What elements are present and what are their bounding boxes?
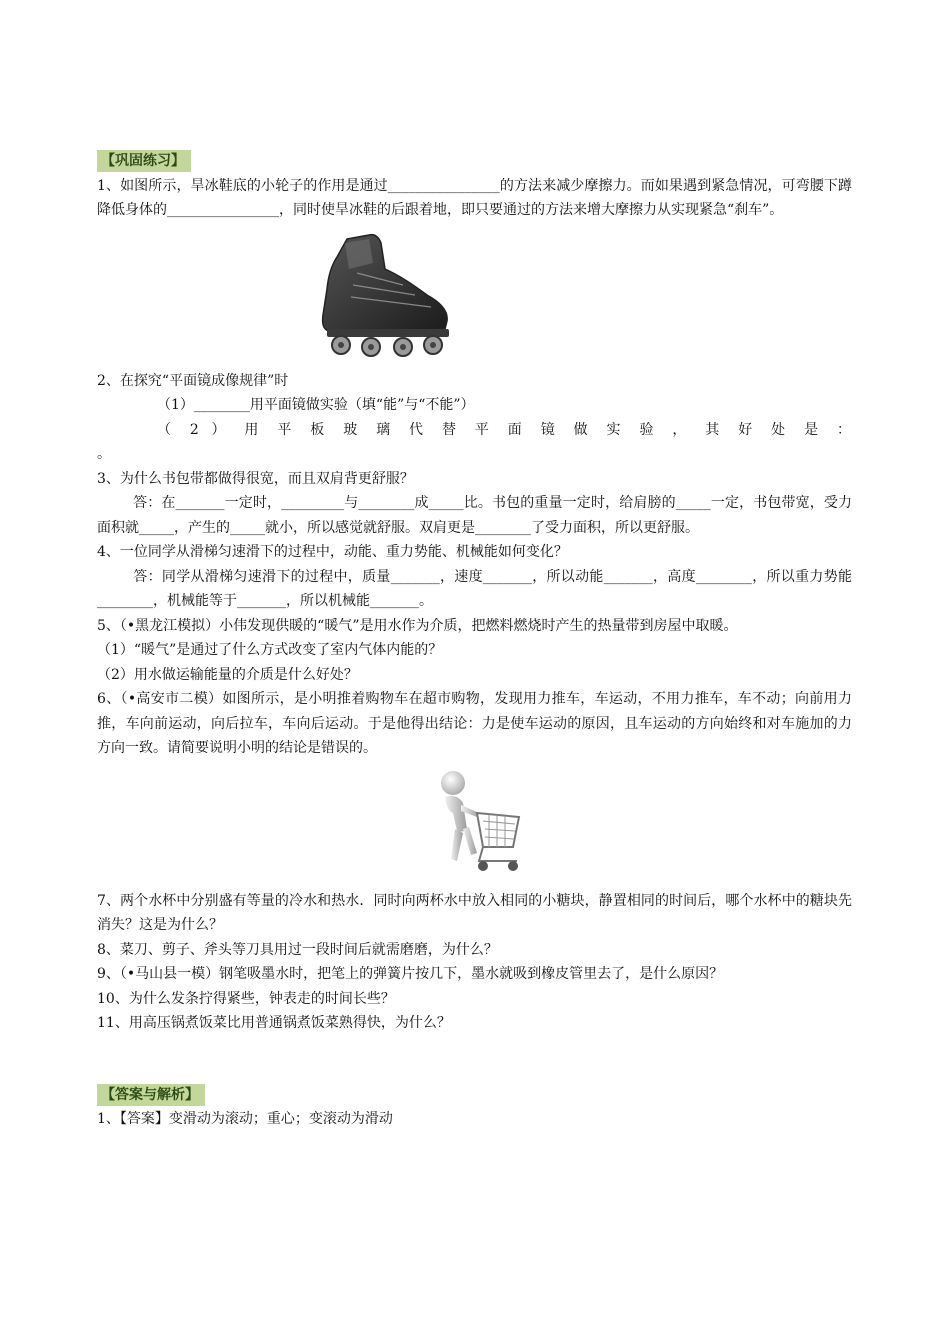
question-11: 11、用高压锅煮饭菜比用普通锅煮饭菜熟得快，为什么？	[97, 1015, 451, 1031]
question-4-title: 4、一位同学从滑梯匀速滑下的过程中，动能、重力势能、机械能如何变化？	[97, 544, 568, 560]
section-heading-practice: 【巩固练习】	[97, 150, 191, 172]
inline-skate-image	[307, 229, 467, 359]
shopping-cart-figure-image	[427, 769, 527, 877]
section-spacer	[97, 1036, 852, 1082]
section-heading-answers: 【答案与解析】	[97, 1084, 205, 1106]
question-9: 9、（•马山县一模）钢笔吸墨水时，把笔上的弹簧片按几下，墨水就吸到橡皮管里去了，是什么原因？	[97, 966, 724, 982]
question-4-answer: 答：同学从滑梯匀速滑下的过程中，质量_______，速度_______，所以动能_______，高度________，所以重力势能________，机械能等于_______，所以机械能_______。	[97, 568, 852, 609]
answer-1: 1、【答案】变滑动为滚动；重心；变滚动为滑动	[97, 1111, 393, 1127]
cart-figure	[97, 761, 852, 889]
question-2-title: 2、在探究“平面镜成像规律”时	[97, 372, 289, 389]
question-5: 5、（•黑龙江模拟）小伟发现供暖的“暖气”是用水作为介质，把燃料燃烧时产生的热量带到房屋中取暖。	[97, 617, 738, 634]
question-6: 6、（•高安市二模）如图所示，是小明推着购物车在超市购物，发现用力推车，车运动，不用力推车，车不动；向前用力推，车向前运动，向后拉车，车向后运动。于是他得出结论：力是使车运动的原因，且车运动的方向始终和对车施加的力方向一致。请简要说明小明的结论是错误的。	[97, 691, 852, 756]
question-2-part-1: （1）________用平面镜做实验（填“能”与“不能”）	[157, 397, 475, 413]
skate-figure	[97, 223, 852, 369]
question-2-part-2: （ 2 ） 用 平 板 玻 璃 代 替 平 面 镜 做 实 验 ， 其 好 处 是 ：	[157, 421, 852, 438]
document-content	[97, 148, 852, 1132]
question-10: 10、为什么发条拧得紧些，钟表走的时间长些？	[97, 990, 395, 1007]
question-5-part-2: （2）用水做运输能量的介质是什么好处？	[97, 666, 358, 683]
question-5-part-1: （1）“暖气”是通过了什么方式改变了室内气体内能的？	[97, 642, 443, 658]
question-1: 1、如图所示，旱冰鞋底的小轮子的作用是通过________________的方法来减少摩擦力。而如果遇到紧急情况，可弯腰下蹲降低身体的________________，同时使旱冰鞋的后跟着地，即只要通过的方法来增大摩擦力从实现紧急“刹车”。	[97, 177, 852, 218]
question-7: 7、两个水杯中分别盛有等量的冷水和热水．同时向两杯水中放入相同的小糖块，静置相同的时间后，哪个水杯中的糖块先消失？这是为什么？	[97, 892, 852, 933]
question-8: 8、菜刀、剪子、斧头等刀具用过一段时间后就需磨磨，为什么？	[97, 941, 498, 958]
question-2-part-2-end: 。	[97, 446, 111, 462]
question-3-answer: 答：在_______一定时，_________与________成_____比。书包的重量一定时，给肩膀的_____一定，书包带宽，受力面积就_____，产生的_____就小，所以感觉就舒服。双肩更是________了受力面积，所以更舒服。	[97, 495, 852, 536]
question-3-title: 3、为什么书包带都做得很宽，而且双肩背更舒服？	[97, 470, 414, 487]
